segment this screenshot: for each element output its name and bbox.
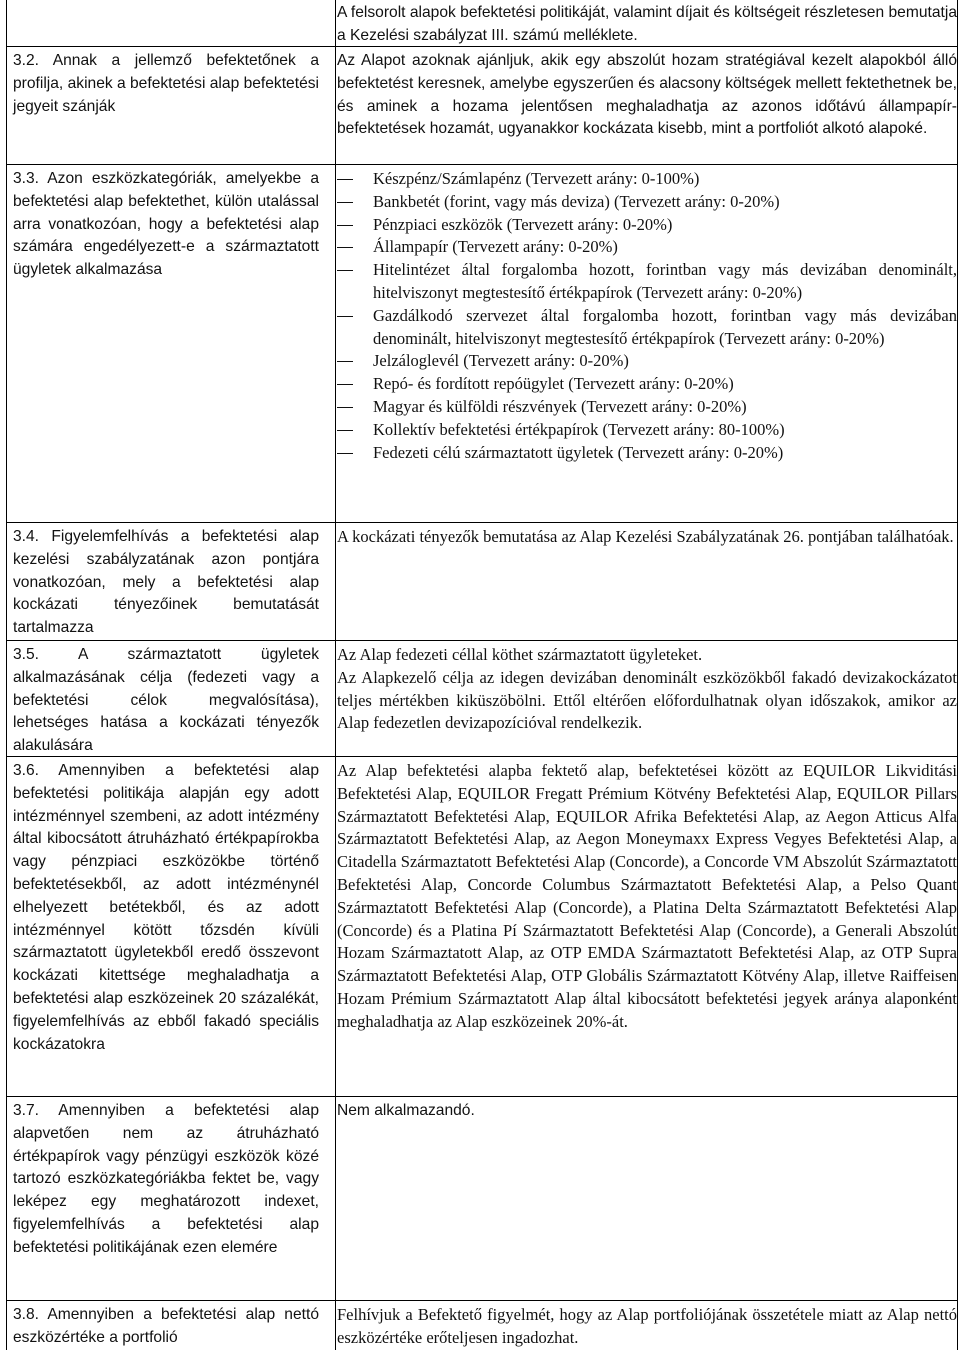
row-divider — [7, 640, 957, 641]
asset-category-item: Magyar és külföldi részvények (Tervezett arány: 0-20%) — [337, 396, 957, 419]
section-3-4-content — [337, 526, 957, 549]
document-table — [6, 0, 958, 1350]
section-3-7-text: Nem alkalmazandó. — [337, 1102, 475, 1119]
section-3-8-label: 3.8. Amennyiben a befektetési alap nettó eszközértéke a portfolió — [13, 1306, 319, 1346]
asset-category-list — [337, 168, 957, 464]
asset-category-item: Jelzáloglevél (Tervezett arány: 0-20%) — [337, 350, 957, 373]
column-divider — [335, 0, 336, 1350]
section-3-4-text: A kockázati tényezők bemutatása az Alap Kezelési Szabályzatának 26. pontjában találhatóak. — [337, 527, 954, 546]
section-3-7-content — [337, 1100, 957, 1123]
section-3-2-text: Az Alapot azoknak ajánljuk, akik egy abszolút hozam stratégiával kezelt alapokból álló befektetést keresnek, amelybe egyszerűen és alacsony költségek mellett fektethetnek be, és aminek a hozama jelentősen meghaladhatja az azonos időtávú állampapír-befektetések hozamát, ugyanakkor kockázata kisebb, mint a portfoliót alkotó alapoké. — [337, 52, 957, 138]
row-divider — [7, 164, 957, 165]
asset-category-item: Hitelintézet által forgalomba hozott, forintban vagy más devizában denominált, hitelviszonyt megtestesítő értékpapírok (Tervezett arány: 0-20%) — [337, 259, 957, 305]
intro-cell — [337, 2, 957, 48]
section-3-5-label: 3.5. A származtatott ügyletek alkalmazásának célja (fedezeti vagy a befektetési célok megvalósítása), lehetséges hatása a kockázati tényezők alakulására — [13, 646, 319, 755]
asset-category-item: Bankbetét (forint, vagy más deviza) (Tervezett arány: 0-20%) — [337, 191, 957, 214]
section-3-5-text-2: Az Alapkezelő célja az idegen devizában denominált eszközökből fakadó devizakockázatot teljes mértékben kiküszöbölni. Ettől eltérően előfordulhatnak olyan időszakok, amikor az Alap fedezetlen devizapozícióval rendelkezik. — [337, 667, 957, 733]
section-3-5-content — [337, 644, 957, 735]
section-3-7-label: 3.7. Amennyiben a befektetési alap alapvetően nem az átruházható értékpapírok vagy pénzügyi eszközök közé tartozó eszközkategóriákba fektet be, vagy leképez egy meghatározott indexet, figyelemfelhívás a befektetési alap befektetési politikájának ezen elemére — [13, 1102, 319, 1256]
section-3-6-content — [337, 760, 957, 1034]
section-3-6-text: Az Alap befektetési alapba fektető alap, befektetései között az EQUILOR Likviditási Befektetési Alap, EQUILOR Fregatt Prémium Kötvény Befektetési Alap, EQUILOR Pillars Származtatott Befektetési Alap, EQUILOR Afrika Befektetési Alap, az Aegon Atticus Alfa Származtatott Befektetési Alap, az Aegon Moneymaxx Express Vegyes Befektetési Alap, a Citadella Származtatott Befektetési Alap (Concorde), a Concorde VM Abszolút Származtatott Befektetési Alap, Concorde Columbus Származtatott Befektetési Alap, a Pelso Quant Származtatott Befektetési Alap (Concorde), a Platina Delta Származtatott Befektetési Alap (Concorde) és a Platina Pí Származtatott Befektetési Alap (Concorde), a Generali Abszolút Hozam Származtatott Alap, az OTP EMDA Származtatott Befektetési Alap, az OTP Supra Származtatott Befektetési Alap, OTP Globális Származtatott Kötvény Alap, illetve Raiffeisen Hozam Prémium Származtatott Alap által kibocsátott befektetési jegyek aránya alaponként meghaladhatja az Alap eszközeinek 20%-át. — [337, 761, 957, 1031]
asset-category-item: Gazdálkodó szervezet által forgalomba hozott, forintban vagy más devizában denominált, hitelviszonyt megtestesítő értékpapírok (Tervezett arány: 0-20%) — [337, 305, 957, 351]
row-divider — [7, 1096, 957, 1097]
row-divider — [7, 1300, 957, 1301]
asset-category-item: Készpénz/Számlapénz (Tervezett arány: 0-100%) — [337, 168, 957, 191]
section-3-6-label: 3.6. Amennyiben a befektetési alap befektetési politikája alapján egy adott intézménnyel szembeni, az adott intézmény által kibocsátott átruházható értékpapírokba vagy pénzpiaci eszközökbe történő befektetésekből, az adott intézménynél elhelyezett betétekből, és az adott intézménnyel kötött tőzsdén kívüli származtatott ügyletekből eredő összevont kockázati kitettsége meghaladhatja a befektetési alap eszközeinek 20 százalékát, figyelemfelhívás az ebből fakadó speciális kockázatokra — [13, 762, 319, 1053]
asset-category-item: Állampapír (Tervezett arány: 0-20%) — [337, 236, 957, 259]
intro-text: A felsorolt alapok befektetési politikáját, valamint díjait és költségeit részletesen bemutatja a Kezelési szabályzat III. számú melléklete. — [337, 4, 957, 44]
section-3-3-label: 3.3. Azon eszközkategóriák, amelyekbe a befektetési alap befektethet, külön utalással arra vonatkozóan, hogy a befektetési alap számára engedélyezett-e a származtatott ügyletek alkalmazása — [13, 170, 319, 279]
section-3-2-content — [337, 50, 957, 141]
section-3-5-text-1: Az Alap fedezeti céllal köthet származtatott ügyleteket. — [337, 645, 703, 664]
asset-category-item: Fedezeti célú származtatott ügyletek (Tervezett arány: 0-20%) — [337, 442, 957, 465]
row-divider — [7, 522, 957, 523]
section-3-3-content — [337, 168, 957, 464]
asset-category-item: Repó- és fordított repóügylet (Tervezett arány: 0-20%) — [337, 373, 957, 396]
section-3-8-content — [337, 1304, 957, 1350]
row-divider — [7, 46, 957, 47]
section-3-2-label: 3.2. Annak a jellemző befektetőnek a profilja, akinek a befektetési alap befektetési jegyeit szánják — [13, 52, 319, 115]
asset-category-item: Pénzpiaci eszközök (Tervezett arány: 0-20%) — [337, 214, 957, 237]
section-3-4-label: 3.4. Figyelemfelhívás a befektetési alap kezelési szabályzatának azon pontjára vonatkozóan, mely a befektetési alap kockázati tényezőinek bemutatását tartalmazza — [13, 528, 319, 637]
section-3-8-text: Felhívjuk a Befektető figyelmét, hogy az Alap portfoliójának összetétele miatt az Alap nettó eszközértéke erőteljesen ingadozhat. — [337, 1305, 957, 1347]
row-divider — [7, 756, 957, 757]
asset-category-item: Kollektív befektetési értékpapírok (Tervezett arány: 80-100%) — [337, 419, 957, 442]
